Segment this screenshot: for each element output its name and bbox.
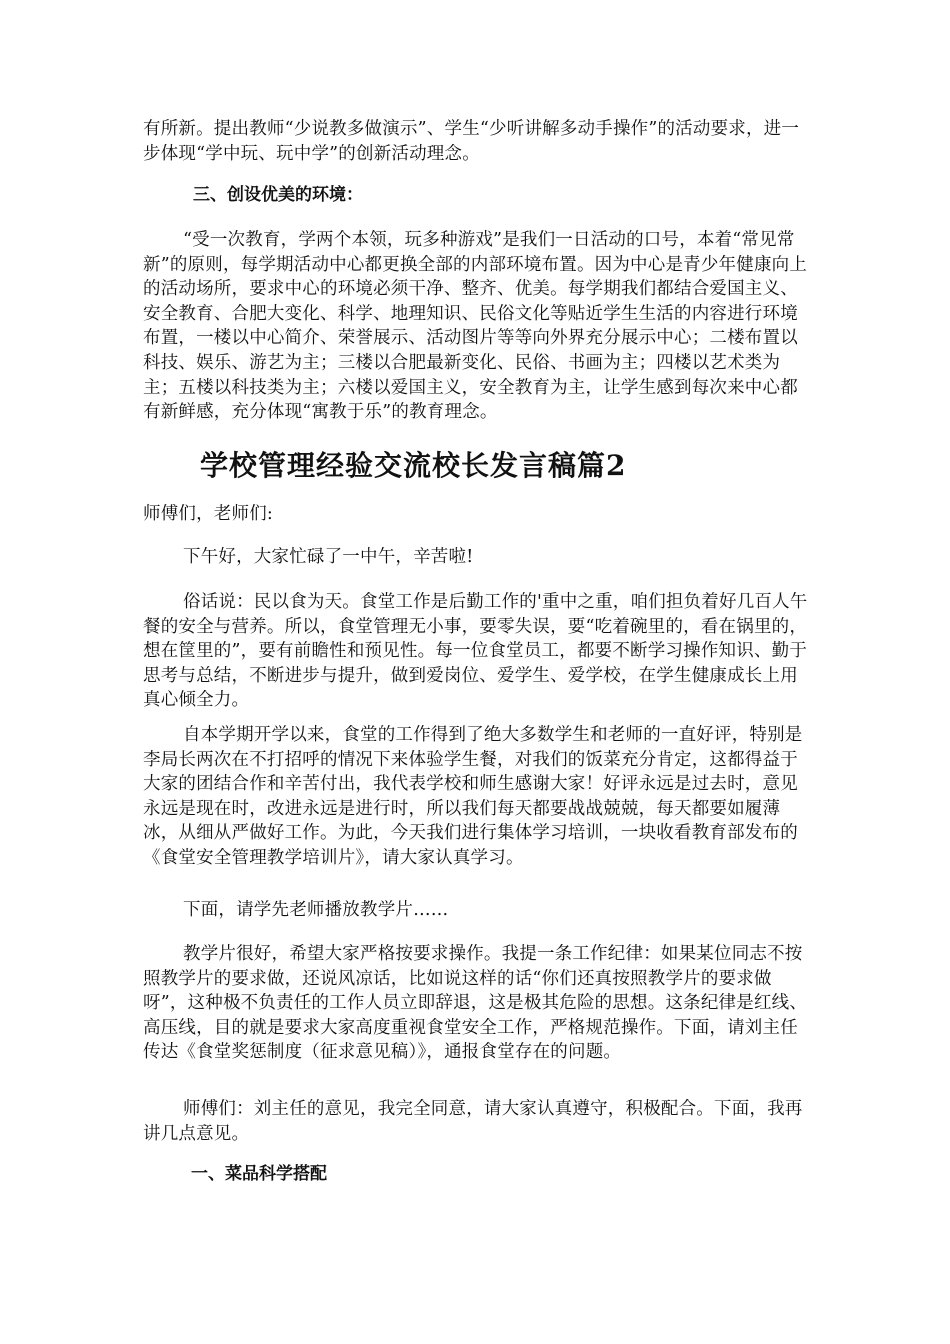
paragraph-intro: 有所新。提出教师“少说教多做演示”、学生“少听讲解多动手操作”的活动要求，进一步体现“学中玩、玩中学”的创新活动理念。 <box>143 119 800 164</box>
paragraph-saying: 俗话说：民以食为天。食堂工作是后勤工作的'重中之重，咱们担负着好几百人午餐的安全与营养。所以，食堂管理无小事，要零失误，要“吃着碗里的，看在锅里的，想在筐里的”，要有前瞻性和预见性。每一位食堂员工，都要不断学习操作知识、勤于思考与总结，不断进步与提升，做到爱岗位、爱学生、爱学校，在学生健康成长上用真心倾全力。 <box>143 592 808 711</box>
paragraph-praise: 自本学期开学以来，食堂的工作得到了绝大多数学生和老师的一直好评，特别是李局长两次在不打招呼的情况下来体验学生餐，对我们的饭菜充分肯定，这都得益于大家的团结合作和辛苦付出，我代表学校和师生感谢大家！好评永远是过去时，意见永远是现在时，改进永远是进行时，所以我们每天都要战战兢兢，每天都要如履薄冰，从细从严做好工作。为此，今天我们进行集体学习培训，一块收看教育部发布的《食堂安全管理教学培训片》，请大家认真学习。 <box>143 725 803 868</box>
article-title: 学校管理经验交流校长发言稿篇2 <box>200 449 627 482</box>
paragraph-agree: 师傅们：刘主任的意见，我完全同意，请大家认真遵守，积极配合。下面，我再讲几点意见。 <box>143 1099 803 1144</box>
paragraph-environment: “受一次教育，学两个本领，玩多种游戏”是我们一日活动的口号，本着“常见常新”的原则，每学期活动中心都更换全部的内部环境布置。因为中心是青少年健康向上的活动场所，要求中心的环境必须干净、整齐、优美。每学期我们都结合爱国主义、安全教育、合肥大变化、科学、地理知识、民俗文化等贴近学生生活的内容进行环境布置，一楼以中心简介、荣誉展示、活动图片等等向外界充分展示中心；二楼布置以科技、娱乐、游艺为主；三楼以合肥最新变化、民俗、书画为主；四楼以艺术类为主；五楼以科技类为主；六楼以爱国主义，安全教育为主，让学生感到每次来中心都有新鲜感，充分体现“寓教于乐”的教育理念。 <box>143 230 808 423</box>
section-heading-environment: 三、创设优美的环境： <box>193 185 363 205</box>
paragraph-rule: 教学片很好，希望大家严格按要求操作。我提一条工作纪律：如果某位同志不按照教学片的要求做，还说风凉话，比如说这样的话“你们还真按照教学片的要求做呀”，这种极不负责任的工作人员立即辞退，这是极其危险的思想。这条纪律是红线、高压线，目的就是要求大家高度重视食堂安全工作，严格规范操作。下面，请刘主任传达《食堂奖惩制度（征求意见稿）》，通报食堂存在的问题。 <box>143 944 808 1063</box>
paragraph-next: 下面，请学先老师播放教学片…… <box>183 900 449 920</box>
paragraph-greeting: 师傅们，老师们: <box>143 504 273 524</box>
paragraph-hello: 下午好，大家忙碌了一中午，辛苦啦! <box>183 547 474 567</box>
section-heading-menu: 一、菜品科学搭配 <box>191 1164 327 1184</box>
